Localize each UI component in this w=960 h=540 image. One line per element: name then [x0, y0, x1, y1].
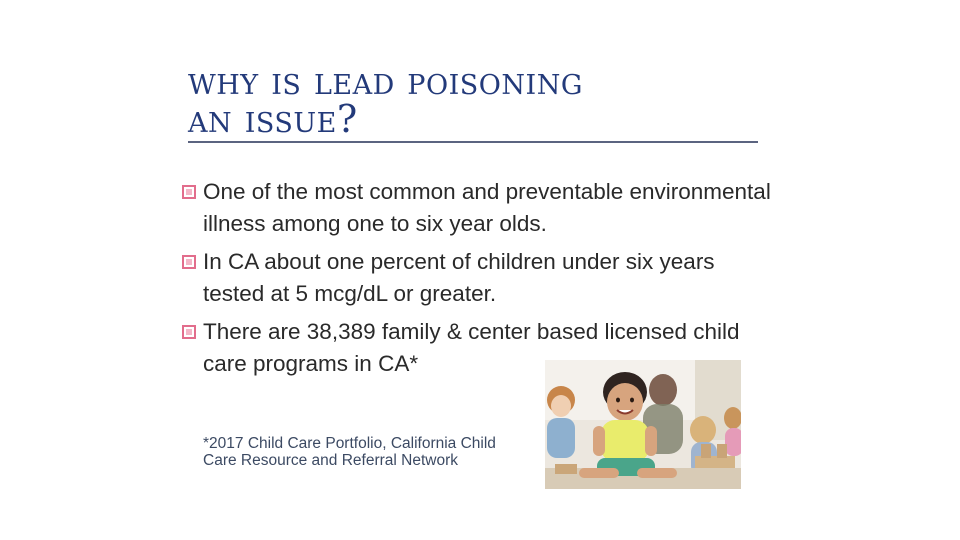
title-underline — [188, 141, 758, 143]
bullet-text: One of the most common and preventable environmental illness among one to six year olds. — [203, 179, 771, 236]
slide-title — [188, 59, 583, 141]
square-bullet-icon — [182, 185, 196, 199]
bullet-item — [180, 246, 780, 310]
footnote-citation: *2017 Child Care Portfolio, California Child Care Resource and Referral Network — [203, 435, 496, 469]
bullet-item — [180, 176, 780, 240]
bullet-text: There are 38,389 family & center based licensed child care programs in CA* — [203, 319, 740, 376]
square-bullet-icon — [182, 325, 196, 339]
slide-title-line-2: an issue? — [188, 97, 358, 141]
bullet-text: In CA about one percent of children under six years tested at 5 mcg/dL or greater. — [203, 249, 715, 306]
square-bullet-icon — [182, 255, 196, 269]
children-playing-illustration — [545, 360, 741, 489]
slide-title-line-1: why is lead poisoning — [188, 59, 583, 103]
bullet-list — [180, 176, 780, 386]
children-playing-photo — [545, 360, 741, 489]
